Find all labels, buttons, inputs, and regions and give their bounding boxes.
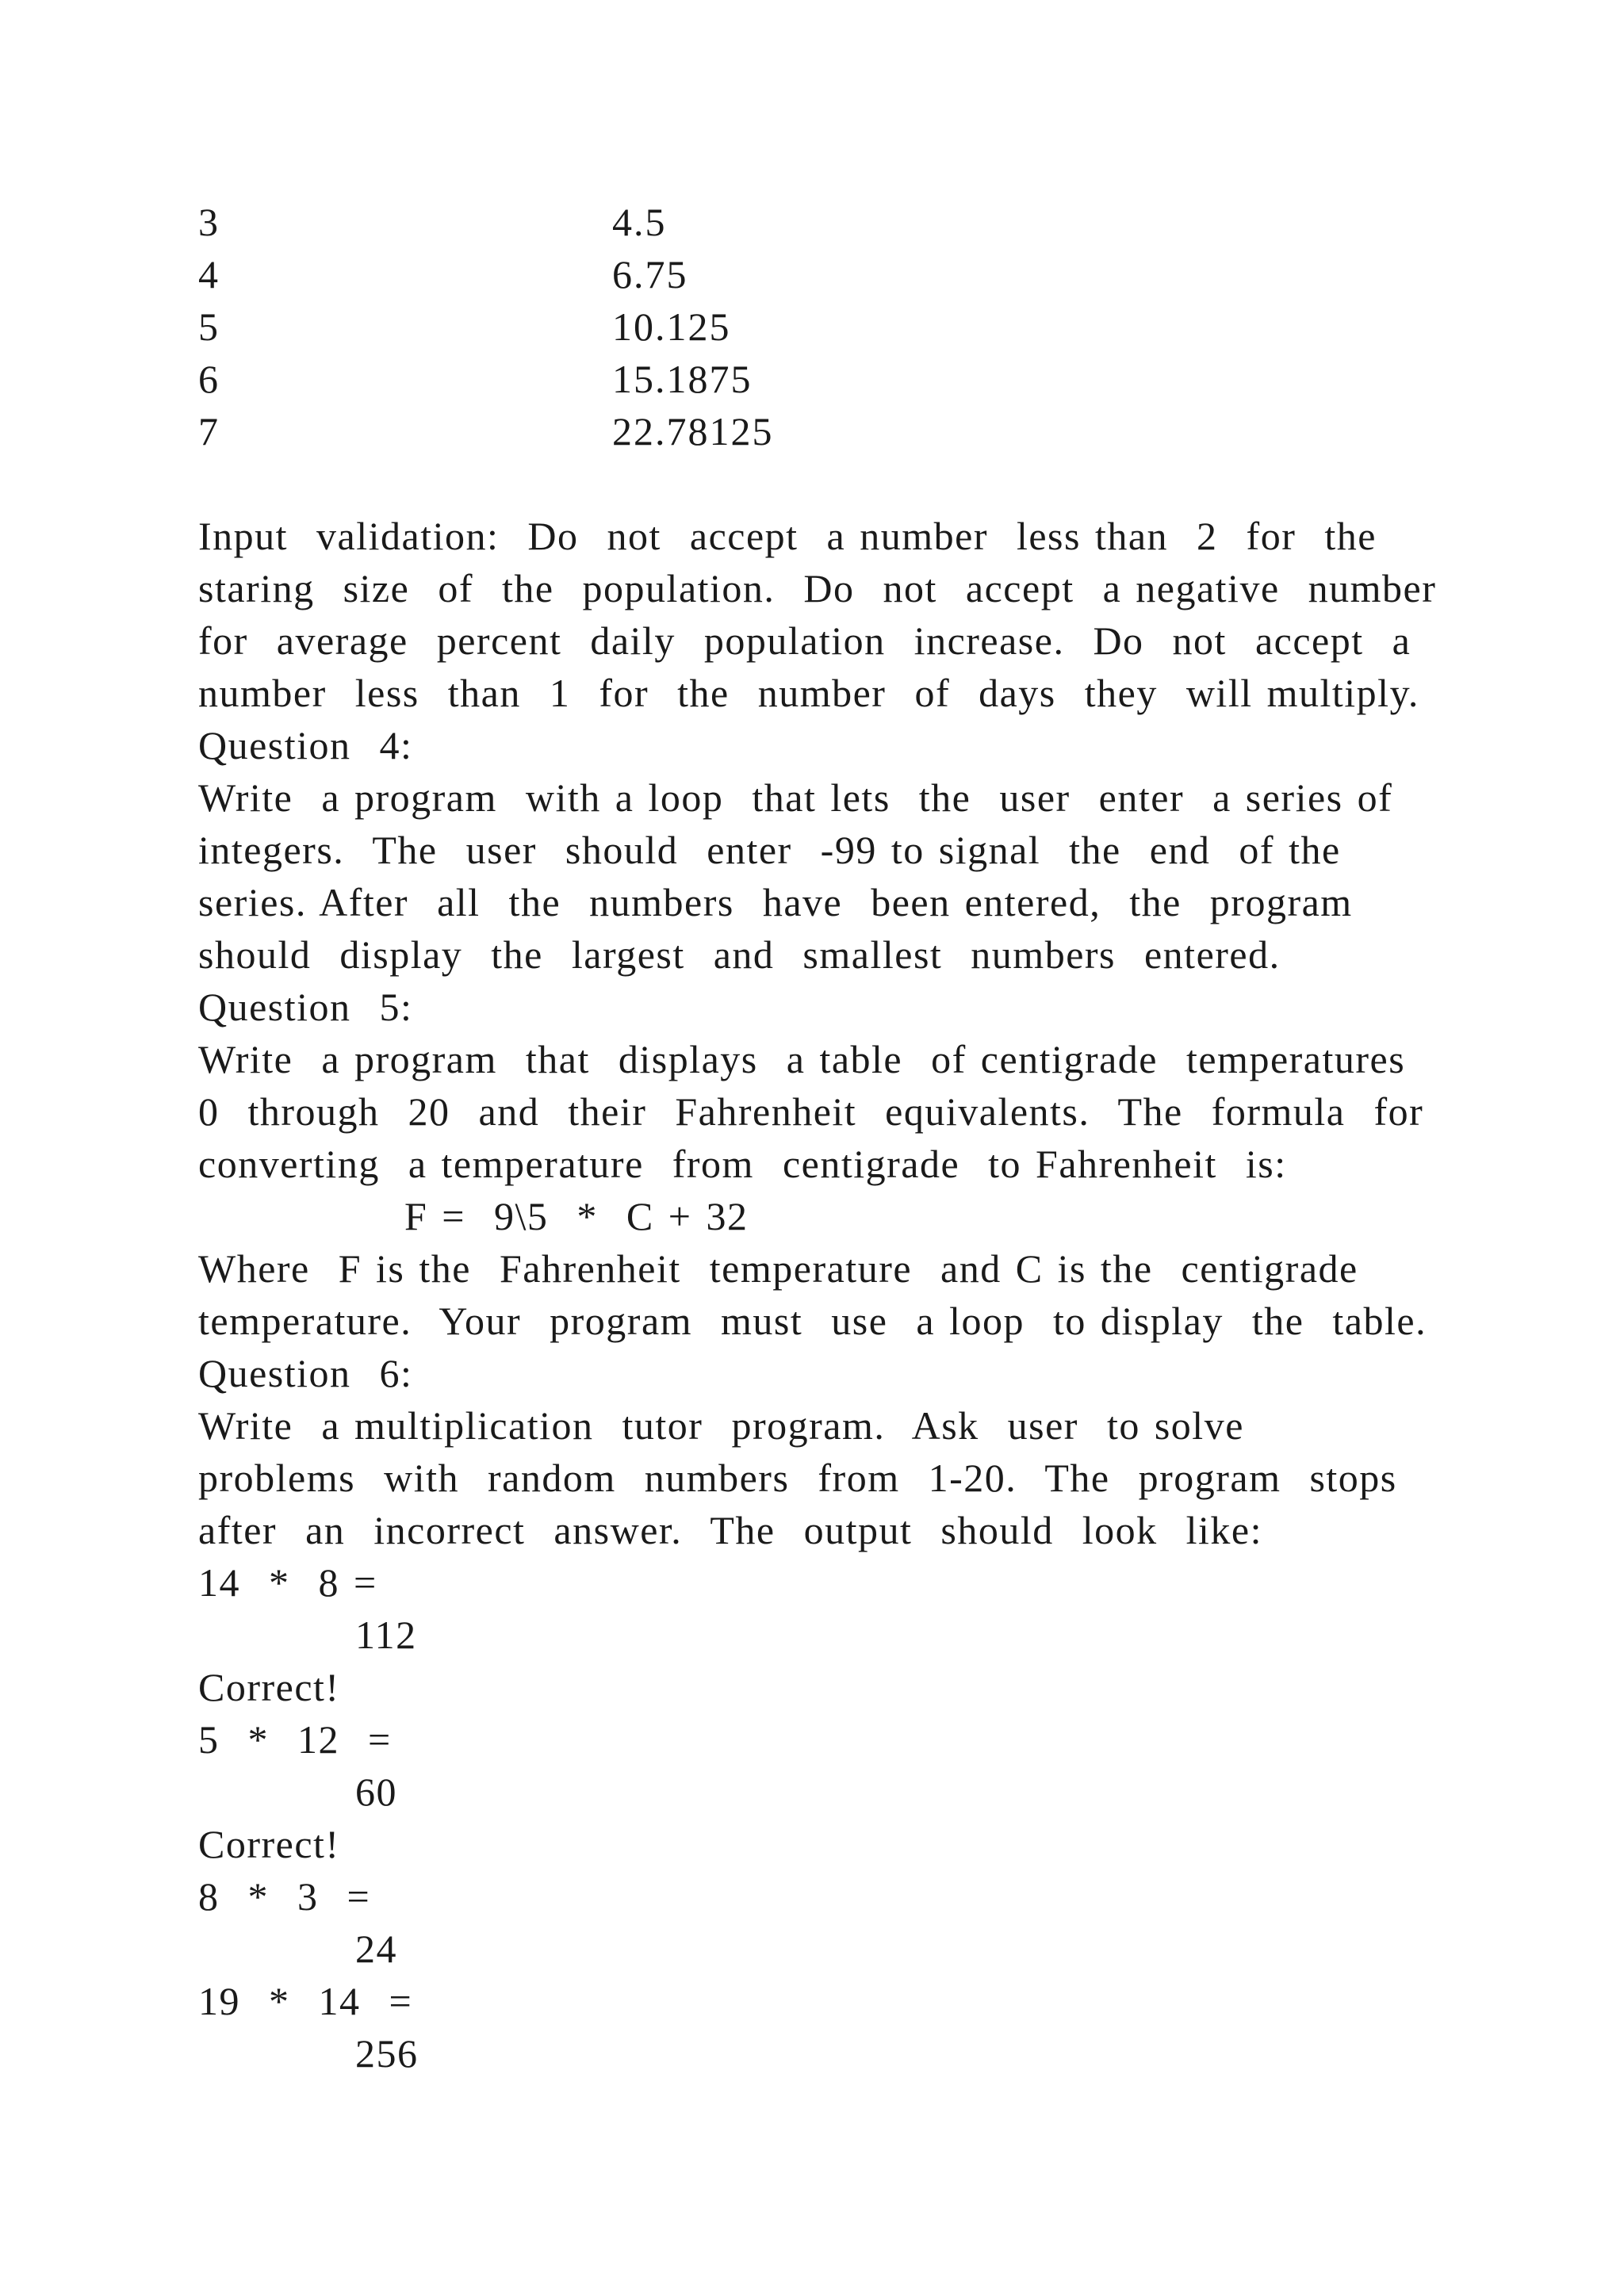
table-value: 4.5 [612,200,667,244]
question-4-heading: Question 4: [198,723,413,767]
table-day: 4 [198,252,218,297]
table-value: 10.125 [612,304,731,349]
example-problem: 5 * 12 = [198,1717,392,1762]
table-value: 15.1875 [612,357,753,401]
question-6-line: problems with random numbers from 1-20. The program stops [198,1456,1397,1500]
example-problem: 8 * 3 = [198,1874,371,1919]
table-value: 6.75 [612,252,688,297]
table-day: 3 [198,200,218,244]
example-answer: 256 [355,2031,419,2076]
table-day: 5 [198,304,218,349]
question-5-heading: Question 5: [198,985,413,1029]
example-result: Correct! [198,1665,340,1709]
example-answer: 24 [355,1927,397,1971]
example-problem: 19 * 14 = [198,1979,413,2023]
question-6-line: after an incorrect answer. The output should look like: [198,1508,1262,1552]
question-4-line: should display the largest and smallest numbers entered. [198,932,1281,977]
example-answer: 60 [355,1770,397,1814]
question-5-line: 0 through 20 and their Fahrenheit equivalents. The formula for [198,1089,1424,1134]
question-5-line: converting a temperature from centigrade to Fahrenheit is: [198,1142,1287,1186]
example-problem: 14 * 8 = [198,1560,377,1605]
table-day: 6 [198,357,218,401]
question-5-line: Where F is the Fahrenheit temperature and C is the centigrade [198,1246,1358,1291]
question-6-line: Write a multiplication tutor program. Ask user to solve [198,1403,1244,1448]
validation-line: staring size of the population. Do not accept a negative number [198,566,1437,610]
question-5-line: temperature. Your program must use a loop to display the table. [198,1299,1427,1343]
table-value: 22.78125 [612,409,774,453]
question-4-line: series. After all the numbers have been entered, the program [198,880,1353,924]
validation-line: for average percent daily population increase. Do not accept a [198,618,1411,663]
question-6-heading: Question 6: [198,1351,413,1395]
example-result: Correct! [198,1822,340,1866]
question-4-line: integers. The user should enter -99 to signal the end of the [198,828,1341,872]
example-answer: 112 [355,1613,417,1657]
table-day: 7 [198,409,218,453]
question-5-line: Write a program that displays a table of centigrade temperatures [198,1037,1406,1081]
question-4-line: Write a program with a loop that lets the user enter a series of [198,775,1393,820]
validation-line: number less than 1 for the number of days they will multiply. [198,671,1419,715]
validation-line: Input validation: Do not accept a number less than 2 for the [198,514,1377,558]
formula: F = 9\5 * C + 32 [404,1194,749,1238]
